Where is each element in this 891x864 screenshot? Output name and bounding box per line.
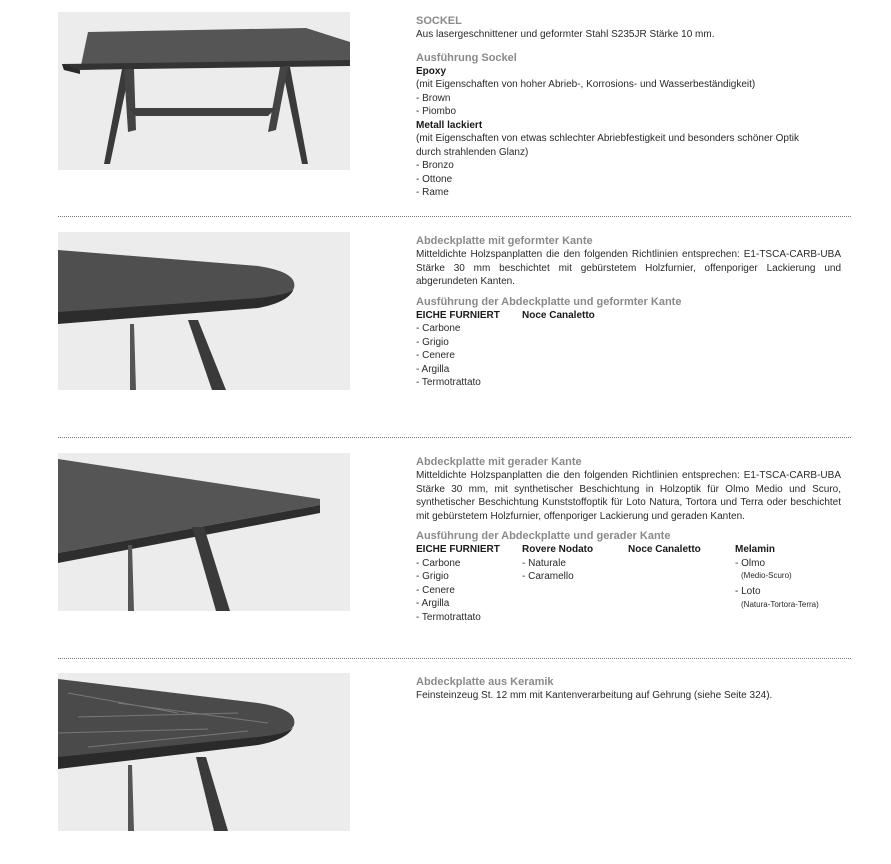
finish-item: - Cenere [416,350,455,361]
section-divider [58,216,851,217]
section-subtitle: Ausführung der Abdeckplatte und geformter Kante [416,295,682,308]
finish-item: - Caramello [522,571,574,582]
finish-item: - Carbone [416,323,461,334]
finish-item: - Rame [416,187,449,198]
section-title: Abdeckplatte aus Keramik [416,676,554,688]
finish-item: - Loto [735,586,761,597]
finish-item: - Piombo [416,106,457,117]
finish-item: - Termotrattato [416,611,481,623]
finish-item-note: (Medio-Scuro) [741,571,792,580]
section-divider [58,437,851,438]
finish-item: - Ottone [416,173,453,185]
column-header: Melamin [735,544,776,555]
finish-item: - Termotrattato [416,377,481,388]
section-straight-edge [416,455,841,624]
section-title: Abdeckplatte mit gerader Kante [416,456,582,468]
finish-item: - Argilla [416,598,450,609]
section-title: Abdeckplatte mit geformter Kante [416,235,593,247]
section-description: Feinsteinzeug St. 12 mm mit Kantenverarbeitung auf Gehrung (siehe Seite 324). [416,690,773,701]
finish-item-note: (Natura-Tortora-Terra) [741,599,819,609]
finish-group-note: (mit Eigenschaften von hoher Abrieb-, Korrosions- und Wasserbeständigkeit) [416,79,756,90]
section-divider [58,658,851,659]
section-sockel [416,14,841,200]
finish-group-name: Metall lackiert [416,119,483,131]
section-subtitle: Ausführung der Abdeckplatte und gerader Kante [416,530,671,542]
finish-item: - Cenere [416,584,455,596]
section-description: Mitteldichte Holzspanplatten die den folgenden Richtlinien entsprechen: E1-TSCA-CARB-UBA Stärke 30 mm, mit synthetischer Beschichtung in Holzoptik für Olmo Medio und Scuro, synthetischer Beschichtung Kunststoffoptik für Loto Natura, Tortora und Terra oder beschichtet mit gebürstetem Holzfurnier, offenporiger Lackierung und geraden Kanten. [416,470,841,522]
finish-item: - Carbone [416,557,461,569]
finish-group-name: Epoxy [416,65,447,77]
ceramic-top-photo [58,673,350,831]
column-header: EICHE FURNIERT [416,309,500,321]
section-description: Mitteldichte Holzspanplatten die den folgenden Richtlinien entsprechen: E1-TSCA-CARB-UBA Stärke 30 mm beschichtet mit gebürstetem Holzfurnier, offenporiger Lackierung und abgerundeten Kanten. [416,249,841,287]
straight-edge-top-photo [58,453,350,611]
column-header: Rovere Nodato [522,544,594,555]
finish-item: - Naturale [522,557,566,569]
column-header: EICHE FURNIERT [416,544,500,555]
rounded-edge-top-photo [58,232,350,390]
finish-item: - Brown [416,92,451,104]
table-base-photo [58,12,350,170]
column-header: Noce Canaletto [522,309,595,321]
column-header: Noce Canaletto [628,544,701,555]
finish-item: - Grigio [416,571,449,582]
finish-group-note: (mit Eigenschaften von etwas schlechter Abriebfestigkeit und besonders schöner Optik durch strahlenden Glanz) [416,133,799,158]
finish-item: - Olmo [735,557,765,569]
section-subtitle: Ausführung Sockel [416,51,517,64]
section-ceramic [416,675,841,703]
finish-item: - Bronzo [416,160,454,171]
section-shaped-edge [416,234,841,390]
section-description: Aus lasergeschnittener und geformter Stahl S235JR Stärke 10 mm. [416,29,715,40]
section-title: SOCKEL [416,15,462,27]
finish-item: - Argilla [416,363,450,375]
finish-item: - Grigio [416,336,449,348]
